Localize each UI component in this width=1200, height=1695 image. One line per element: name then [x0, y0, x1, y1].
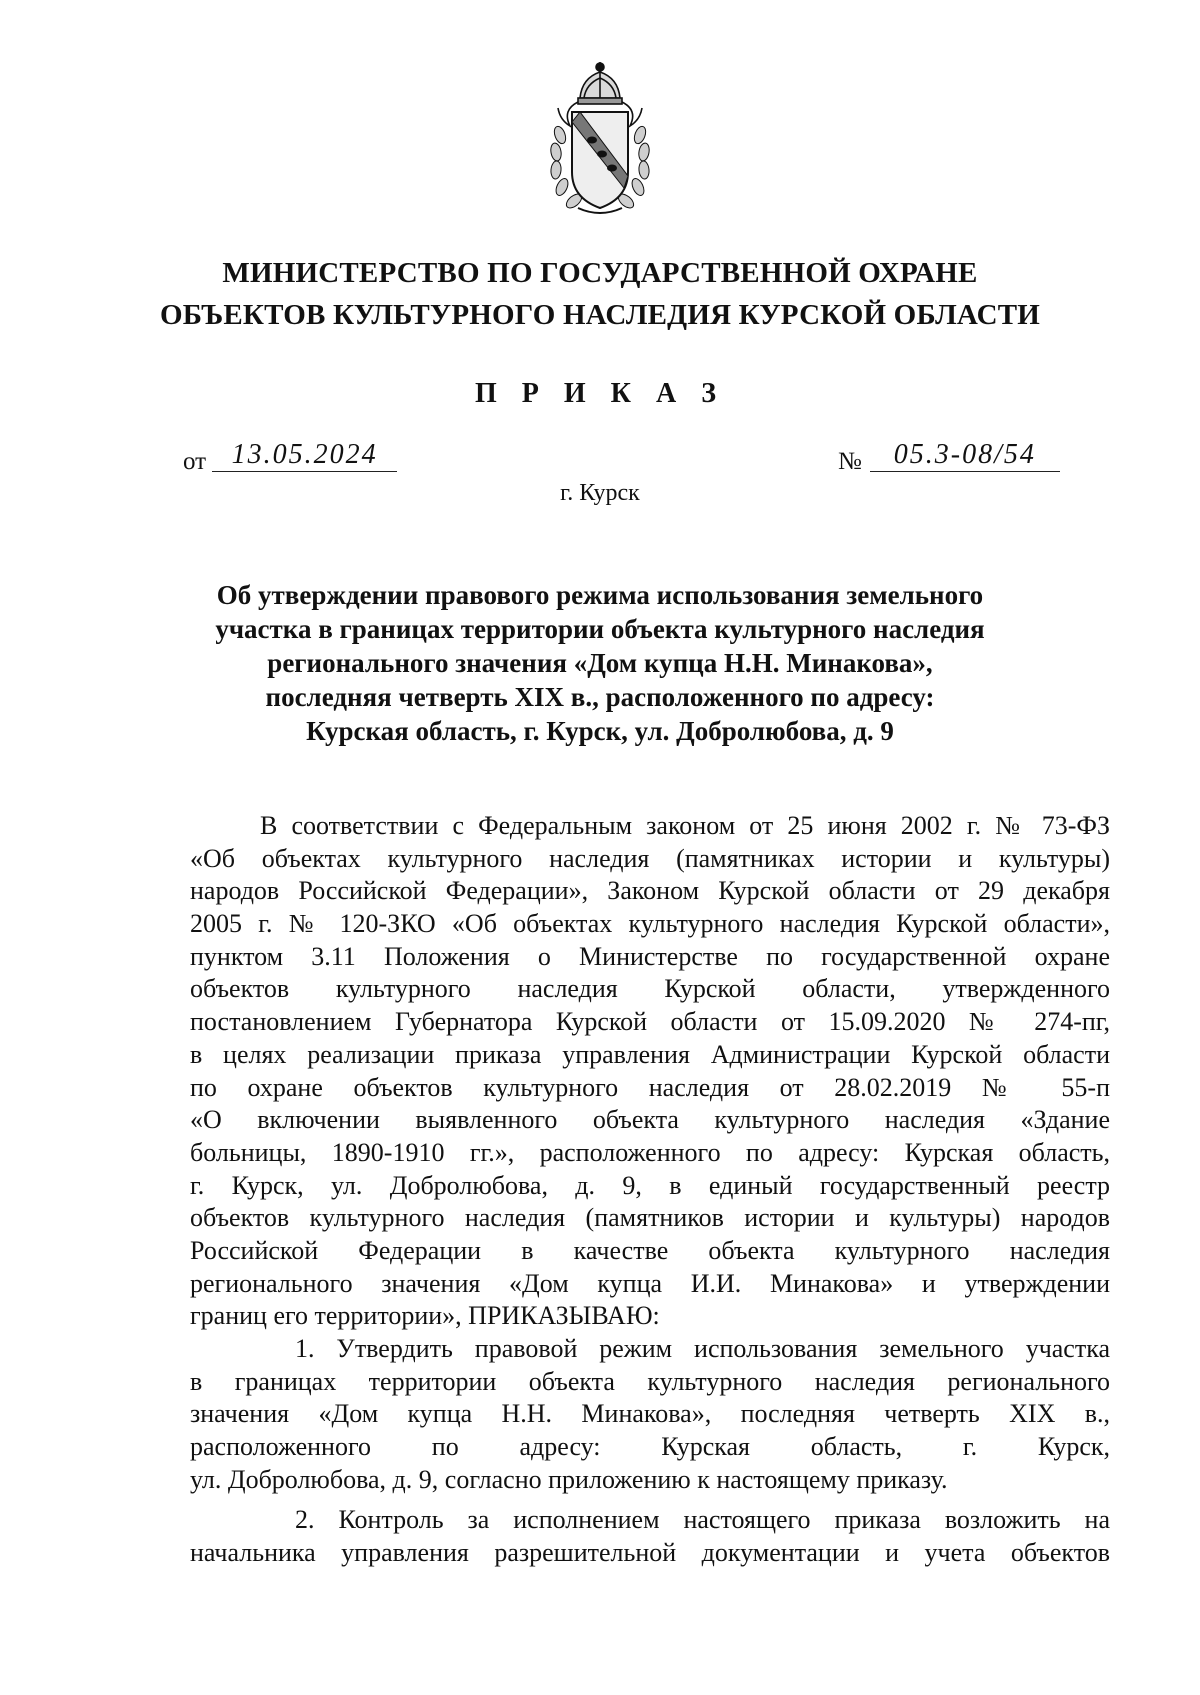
subject-line: участка в границах территории объекта культурного наследия	[215, 614, 985, 644]
preamble-line: В соответствии с Федеральным законом от 25 июня 2002 г. № 73-ФЗ	[260, 811, 1110, 840]
subject-line: регионального значения «Дом купца Н.Н. Минакова»,	[267, 648, 933, 678]
number-prefix: №	[838, 448, 862, 475]
preamble-line: г. Курск, ул. Добролюбова, д. 9, в единый государственный реестр	[190, 1170, 1110, 1200]
order-number	[838, 439, 1060, 478]
date-prefix: от	[183, 448, 207, 475]
document-type-title: П Р И К А З	[475, 378, 725, 409]
number-value: 05.3-08/54	[870, 439, 1060, 472]
ministry-name-line2: ОБЪЕКТОВ КУЛЬТУРНОГО НАСЛЕДИЯ КУРСКОЙ ОБЛАСТИ	[159, 299, 1041, 331]
subject-line: последняя четверть XIX в., расположенного по адресу:	[265, 682, 935, 712]
preamble-line: объектов культурного наследия Курской области, утвержденного	[190, 974, 1110, 1004]
preamble-line: «О включении выявленного объекта культурного наследия «Здание	[190, 1105, 1110, 1135]
city-label: г. Курск	[560, 480, 640, 506]
item2-line: 2. Контроль за исполнением настоящего приказа возложить на	[295, 1505, 1110, 1535]
item1-line: ул. Добролюбова, д. 9, согласно приложению к настоящему приказу.	[190, 1464, 948, 1494]
preamble-line: границ его территории», ПРИКАЗЫВАЮ:	[190, 1301, 660, 1331]
preamble-line: «Об объектах культурного наследия (памятниках истории и культуры)	[190, 843, 1110, 873]
item2-line: начальника управления разрешительной документации и учета объектов	[190, 1538, 1110, 1568]
preamble-line: Российской Федерации в качестве объекта культурного наследия	[190, 1235, 1110, 1265]
order-subject	[200, 578, 1000, 748]
preamble-line: по охране объектов культурного наследия от 28.02.2019 № 55-п	[190, 1072, 1110, 1102]
kursk-coat-of-arms-icon	[540, 60, 660, 220]
subject-line: Курская область, г. Курск, ул. Добролюбова, д. 9	[306, 716, 894, 746]
preamble-line: пунктом 3.11 Положения о Министерстве по государственной охране	[190, 941, 1110, 971]
order-date	[183, 439, 397, 478]
order-body	[190, 810, 1110, 1570]
item1-line: расположенного по адресу: Курская область, г. Курск,	[190, 1432, 1110, 1462]
preamble-line: 2005 г. № 120-ЗКО «Об объектах культурного наследия Курской области»,	[190, 909, 1110, 939]
item1-line: значения «Дом купца Н.Н. Минакова», последняя четверть XIX в.,	[190, 1399, 1110, 1429]
subject-line: Об утверждении правового режима использования земельного	[216, 580, 984, 610]
preamble-line: постановлением Губернатора Курской области от 15.09.2020 № 274-пг,	[190, 1007, 1110, 1037]
date-value: 13.05.2024	[212, 439, 397, 472]
preamble-line: объектов культурного наследия (памятников истории и культуры) народов	[190, 1203, 1110, 1233]
ministry-name	[0, 252, 1200, 336]
item1-line: 1. Утвердить правовой режим использования земельного участка	[295, 1334, 1110, 1363]
item1-line: в границах территории объекта культурного наследия регионального	[190, 1366, 1110, 1396]
preamble-line: больницы, 1890-1910 гг.», расположенного по адресу: Курская область,	[190, 1137, 1110, 1167]
ministry-name-line1: МИНИСТЕРСТВО ПО ГОСУДАРСТВЕННОЙ ОХРАНЕ	[222, 257, 978, 289]
preamble-line: народов Российской Федерации», Законом Курской области от 29 декабря	[190, 876, 1110, 906]
preamble-line: в целях реализации приказа управления Администрации Курской области	[190, 1039, 1110, 1069]
preamble-line: регионального значения «Дом купца И.И. Минакова» и утверждении	[190, 1268, 1110, 1298]
